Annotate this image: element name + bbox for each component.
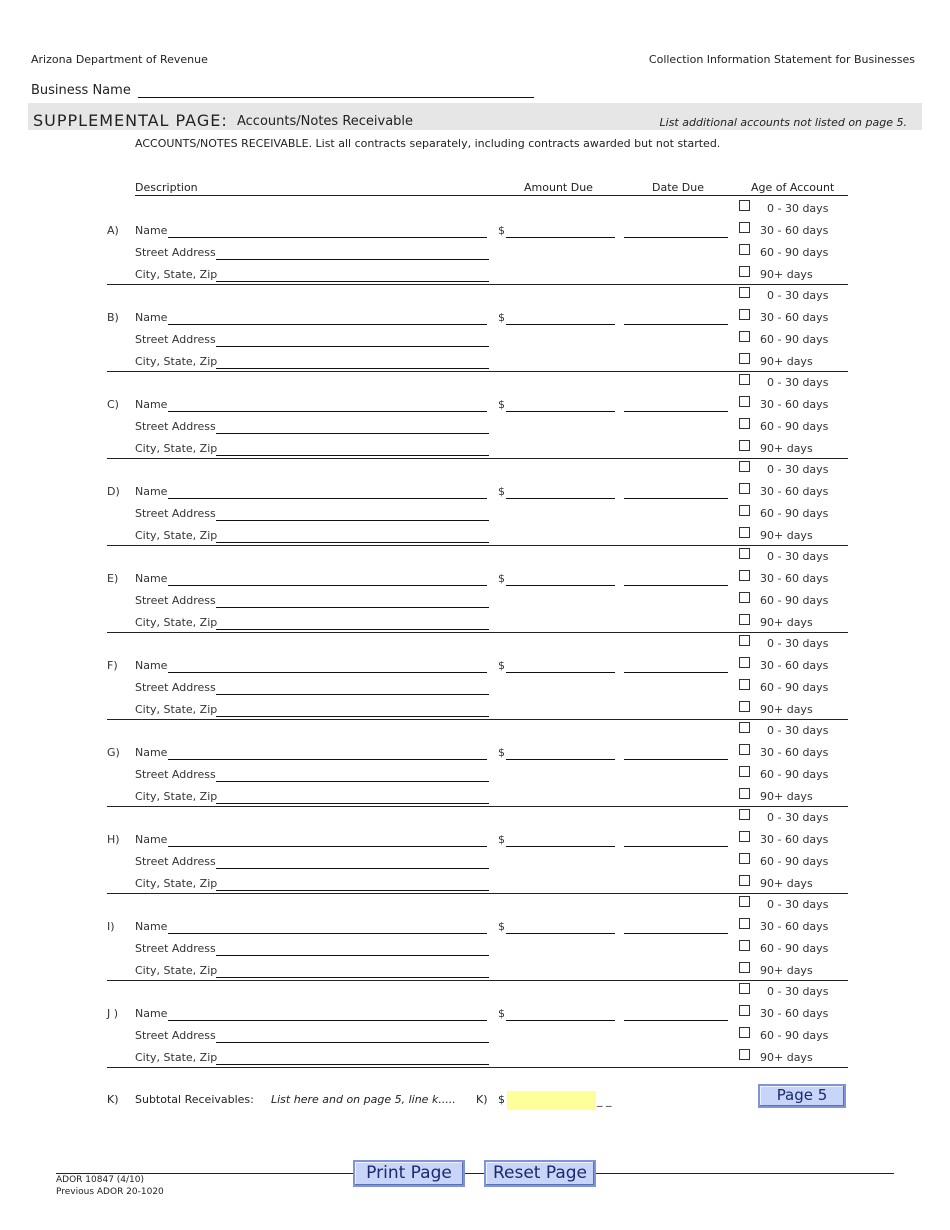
age-checkbox[interactable] xyxy=(739,918,750,929)
age-checkbox[interactable] xyxy=(739,875,750,886)
amount-due-input[interactable] xyxy=(506,759,615,760)
age-option-label: 60 - 90 days xyxy=(760,594,829,607)
section-subtitle: Accounts/Notes Receivable xyxy=(237,114,414,129)
age-option-label: 90+ days xyxy=(760,268,813,281)
name-input[interactable] xyxy=(168,1020,487,1021)
amount-due-input[interactable] xyxy=(506,585,615,586)
age-option-label: 30 - 60 days xyxy=(760,1007,829,1020)
row-divider xyxy=(107,284,848,285)
form-number: ADOR 10847 (4/10) xyxy=(56,1175,145,1185)
street-label: Street Address xyxy=(135,768,216,781)
amount-due-input[interactable] xyxy=(506,411,615,412)
age-option-label: 30 - 60 days xyxy=(760,746,829,759)
age-checkbox[interactable] xyxy=(739,200,750,211)
name-input[interactable] xyxy=(168,498,487,499)
name-input[interactable] xyxy=(168,237,487,238)
age-option-label: 0 - 30 days xyxy=(767,463,829,476)
age-option-label: 60 - 90 days xyxy=(760,507,829,520)
dollar-sign: $ xyxy=(498,398,505,411)
age-option-label: 60 - 90 days xyxy=(760,768,829,781)
col-date-due: Date Due xyxy=(652,181,704,194)
amount-due-input[interactable] xyxy=(506,672,615,673)
subtotal-trail: _ _ xyxy=(597,1094,612,1107)
name-label: Name xyxy=(135,659,168,672)
previous-form-number: Previous ADOR 20-1020 xyxy=(56,1187,164,1197)
row-letter: H) xyxy=(107,833,120,846)
age-checkbox[interactable] xyxy=(739,896,750,907)
age-checkbox[interactable] xyxy=(739,1027,750,1038)
age-option-label: 30 - 60 days xyxy=(760,485,829,498)
age-checkbox[interactable] xyxy=(739,461,750,472)
amount-due-input[interactable] xyxy=(506,933,615,934)
row-letter: A) xyxy=(107,224,119,237)
age-option-label: 30 - 60 days xyxy=(760,659,829,672)
subtotal-letter: K) xyxy=(107,1093,119,1106)
date-due-input[interactable] xyxy=(624,237,728,238)
business-name-label: Business Name xyxy=(31,83,131,98)
row-divider xyxy=(107,980,848,981)
name-input[interactable] xyxy=(168,933,487,934)
street-label: Street Address xyxy=(135,333,216,346)
age-checkbox[interactable] xyxy=(739,962,750,973)
city-input[interactable] xyxy=(216,803,489,804)
age-checkbox[interactable] xyxy=(739,614,750,625)
city-input[interactable] xyxy=(216,977,489,978)
name-label: Name xyxy=(135,920,168,933)
age-option-label: 30 - 60 days xyxy=(760,572,829,585)
dollar-sign: $ xyxy=(498,485,505,498)
header-rule xyxy=(135,195,848,196)
age-option-label: 30 - 60 days xyxy=(760,311,829,324)
instructions: ACCOUNTS/NOTES RECEIVABLE. List all contracts separately, including contracts awarded but not started. xyxy=(135,137,721,150)
name-label: Name xyxy=(135,572,168,585)
age-checkbox[interactable] xyxy=(739,483,750,494)
city-input[interactable] xyxy=(216,1064,489,1065)
age-checkbox[interactable] xyxy=(739,635,750,646)
age-option-label: 0 - 30 days xyxy=(767,550,829,563)
city-label: City, State, Zip xyxy=(135,964,218,977)
date-due-input[interactable] xyxy=(624,672,728,673)
age-checkbox[interactable] xyxy=(739,527,750,538)
subtotal-ref: K) xyxy=(476,1093,488,1106)
row-letter: C) xyxy=(107,398,119,411)
col-amount-due: Amount Due xyxy=(524,181,593,194)
age-checkbox[interactable] xyxy=(739,853,750,864)
name-label: Name xyxy=(135,311,168,324)
age-checkbox[interactable] xyxy=(739,788,750,799)
date-due-input[interactable] xyxy=(624,324,728,325)
row-divider xyxy=(107,719,848,720)
date-due-input[interactable] xyxy=(624,846,728,847)
name-label: Name xyxy=(135,224,168,237)
name-label: Name xyxy=(135,1007,168,1020)
form-title: Collection Information Statement for Businesses xyxy=(648,53,915,66)
row-letter: J ) xyxy=(107,1007,119,1020)
age-option-label: 0 - 30 days xyxy=(767,202,829,215)
row-letter: I) xyxy=(107,920,115,933)
age-checkbox[interactable] xyxy=(739,396,750,407)
page5-button[interactable]: Page 5 xyxy=(758,1084,846,1108)
age-option-label: 90+ days xyxy=(760,529,813,542)
age-checkbox[interactable] xyxy=(739,374,750,385)
dollar-sign: $ xyxy=(498,920,505,933)
business-name-field[interactable] xyxy=(138,97,534,98)
age-option-label: 60 - 90 days xyxy=(760,855,829,868)
age-option-label: 60 - 90 days xyxy=(760,246,829,259)
street-label: Street Address xyxy=(135,681,216,694)
dollar-sign: $ xyxy=(498,659,505,672)
date-due-input[interactable] xyxy=(624,498,728,499)
city-label: City, State, Zip xyxy=(135,1051,218,1064)
age-checkbox[interactable] xyxy=(739,766,750,777)
city-input[interactable] xyxy=(216,542,489,543)
section-note: List additional accounts not listed on page 5. xyxy=(659,116,907,129)
age-option-label: 90+ days xyxy=(760,964,813,977)
city-label: City, State, Zip xyxy=(135,877,218,890)
age-option-label: 30 - 60 days xyxy=(760,920,829,933)
print-page-button[interactable]: Print Page xyxy=(353,1160,465,1187)
street-label: Street Address xyxy=(135,942,216,955)
age-checkbox[interactable] xyxy=(739,592,750,603)
age-checkbox[interactable] xyxy=(739,940,750,951)
age-checkbox[interactable] xyxy=(739,831,750,842)
col-description: Description xyxy=(135,181,198,194)
age-option-label: 60 - 90 days xyxy=(760,942,829,955)
section-title: SUPPLEMENTAL PAGE: xyxy=(33,111,228,130)
street-input[interactable] xyxy=(216,433,489,434)
name-input[interactable] xyxy=(168,411,487,412)
row-letter: E) xyxy=(107,572,119,585)
row-divider xyxy=(107,893,848,894)
age-checkbox[interactable] xyxy=(739,222,750,233)
row-divider xyxy=(107,806,848,807)
age-option-label: 60 - 90 days xyxy=(760,333,829,346)
age-checkbox[interactable] xyxy=(739,1005,750,1016)
dollar-sign: $ xyxy=(498,833,505,846)
age-option-label: 30 - 60 days xyxy=(760,398,829,411)
city-label: City, State, Zip xyxy=(135,529,218,542)
age-option-label: 90+ days xyxy=(760,355,813,368)
amount-due-input[interactable] xyxy=(506,1020,615,1021)
row-divider xyxy=(107,371,848,372)
age-option-label: 90+ days xyxy=(760,877,813,890)
age-option-label: 0 - 30 days xyxy=(767,811,829,824)
subtotal-label: Subtotal Receivables: xyxy=(135,1093,254,1106)
age-checkbox[interactable] xyxy=(739,570,750,581)
amount-due-input[interactable] xyxy=(506,498,615,499)
city-label: City, State, Zip xyxy=(135,703,218,716)
street-input[interactable] xyxy=(216,520,489,521)
city-label: City, State, Zip xyxy=(135,442,218,455)
row-letter: G) xyxy=(107,746,120,759)
street-input[interactable] xyxy=(216,259,489,260)
street-input[interactable] xyxy=(216,955,489,956)
name-label: Name xyxy=(135,485,168,498)
age-checkbox[interactable] xyxy=(739,983,750,994)
street-label: Street Address xyxy=(135,855,216,868)
age-option-label: 60 - 90 days xyxy=(760,420,829,433)
date-due-input[interactable] xyxy=(624,1020,728,1021)
age-checkbox[interactable] xyxy=(739,701,750,712)
street-label: Street Address xyxy=(135,246,216,259)
dollar-sign: $ xyxy=(498,224,505,237)
street-label: Street Address xyxy=(135,1029,216,1042)
reset-page-button[interactable]: Reset Page xyxy=(484,1160,596,1187)
street-input[interactable] xyxy=(216,346,489,347)
city-input[interactable] xyxy=(216,368,489,369)
row-divider xyxy=(107,1067,848,1068)
age-option-label: 0 - 30 days xyxy=(767,898,829,911)
city-input[interactable] xyxy=(216,716,489,717)
age-checkbox[interactable] xyxy=(739,1049,750,1060)
age-checkbox[interactable] xyxy=(739,679,750,690)
age-checkbox[interactable] xyxy=(739,440,750,451)
name-label: Name xyxy=(135,398,168,411)
street-input[interactable] xyxy=(216,781,489,782)
amount-due-input[interactable] xyxy=(506,237,615,238)
age-option-label: 90+ days xyxy=(760,1051,813,1064)
age-checkbox[interactable] xyxy=(739,287,750,298)
city-label: City, State, Zip xyxy=(135,355,218,368)
date-due-input[interactable] xyxy=(624,585,728,586)
dollar-sign: $ xyxy=(498,746,505,759)
date-due-input[interactable] xyxy=(624,933,728,934)
age-checkbox[interactable] xyxy=(739,505,750,516)
footer-rule xyxy=(56,1173,894,1174)
age-option-label: 90+ days xyxy=(760,442,813,455)
row-letter: B) xyxy=(107,311,119,324)
name-input[interactable] xyxy=(168,672,487,673)
name-label: Name xyxy=(135,833,168,846)
age-option-label: 90+ days xyxy=(760,616,813,629)
name-input[interactable] xyxy=(168,759,487,760)
amount-due-input[interactable] xyxy=(506,846,615,847)
name-label: Name xyxy=(135,746,168,759)
city-input[interactable] xyxy=(216,890,489,891)
name-input[interactable] xyxy=(168,846,487,847)
subtotal-dollar: $ xyxy=(498,1093,505,1106)
age-option-label: 60 - 90 days xyxy=(760,681,829,694)
age-option-label: 0 - 30 days xyxy=(767,376,829,389)
age-option-label: 0 - 30 days xyxy=(767,724,829,737)
date-due-input[interactable] xyxy=(624,411,728,412)
age-option-label: 0 - 30 days xyxy=(767,985,829,998)
city-input[interactable] xyxy=(216,281,489,282)
age-checkbox[interactable] xyxy=(739,744,750,755)
row-divider xyxy=(107,458,848,459)
subtotal-instruction: List here and on page 5, line k..... xyxy=(271,1093,456,1106)
amount-due-input[interactable] xyxy=(506,324,615,325)
name-input[interactable] xyxy=(168,585,487,586)
age-checkbox[interactable] xyxy=(739,722,750,733)
age-checkbox[interactable] xyxy=(739,244,750,255)
city-label: City, State, Zip xyxy=(135,268,218,281)
dollar-sign: $ xyxy=(498,311,505,324)
age-checkbox[interactable] xyxy=(739,353,750,364)
age-option-label: 0 - 30 days xyxy=(767,289,829,302)
age-option-label: 30 - 60 days xyxy=(760,833,829,846)
age-option-label: 90+ days xyxy=(760,790,813,803)
row-letter: F) xyxy=(107,659,118,672)
street-input[interactable] xyxy=(216,607,489,608)
dollar-sign: $ xyxy=(498,572,505,585)
row-letter: D) xyxy=(107,485,120,498)
age-option-label: 60 - 90 days xyxy=(760,1029,829,1042)
age-checkbox[interactable] xyxy=(739,809,750,820)
city-label: City, State, Zip xyxy=(135,616,218,629)
city-input[interactable] xyxy=(216,629,489,630)
age-option-label: 90+ days xyxy=(760,703,813,716)
street-label: Street Address xyxy=(135,420,216,433)
street-input[interactable] xyxy=(216,868,489,869)
agency-name: Arizona Department of Revenue xyxy=(31,53,208,66)
street-label: Street Address xyxy=(135,507,216,520)
city-input[interactable] xyxy=(216,455,489,456)
age-checkbox[interactable] xyxy=(739,331,750,342)
date-due-input[interactable] xyxy=(624,759,728,760)
name-input[interactable] xyxy=(168,324,487,325)
age-option-label: 0 - 30 days xyxy=(767,637,829,650)
dollar-sign: $ xyxy=(498,1007,505,1020)
age-checkbox[interactable] xyxy=(739,657,750,668)
subtotal-input[interactable] xyxy=(507,1091,596,1110)
street-input[interactable] xyxy=(216,1042,489,1043)
col-age-of-account: Age of Account xyxy=(751,181,835,194)
row-divider xyxy=(107,632,848,633)
age-checkbox[interactable] xyxy=(739,548,750,559)
city-label: City, State, Zip xyxy=(135,790,218,803)
age-checkbox[interactable] xyxy=(739,309,750,320)
age-checkbox[interactable] xyxy=(739,266,750,277)
street-label: Street Address xyxy=(135,594,216,607)
row-divider xyxy=(107,545,848,546)
age-checkbox[interactable] xyxy=(739,418,750,429)
age-option-label: 30 - 60 days xyxy=(760,224,829,237)
street-input[interactable] xyxy=(216,694,489,695)
